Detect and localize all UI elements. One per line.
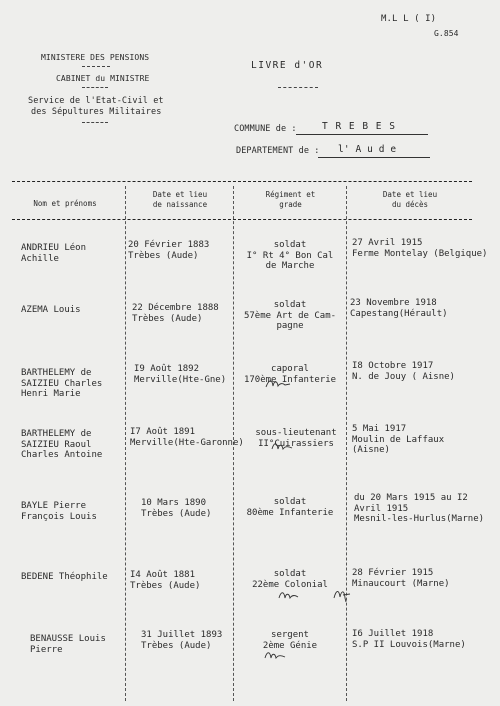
handwritten-initials [263, 648, 289, 662]
row-regiment: soldat I° Rt 4° Bon Cal de Marche [246, 240, 334, 271]
service-line-2: des Sépultures Militaires [31, 107, 162, 117]
row-name: BENAUSSE Louis Pierre [30, 634, 106, 655]
row-name: AZEMA Louis [21, 305, 81, 315]
service-line-1: Service de l'Etat-Civil et [28, 96, 164, 106]
divider [82, 122, 108, 123]
row-regiment: soldat 57ème Art de Cam- pagne [243, 300, 337, 331]
row-regiment: sergent 2ème Génie [262, 630, 318, 651]
row-birth: 22 Décembre 1888 Trèbes (Aude) [132, 303, 219, 324]
handwritten-initials [264, 377, 294, 391]
row-birth: I7 Août 1891 Merville(Hte-Garonne) [130, 427, 244, 448]
row-regiment: caporal 170ème Infanterie [243, 364, 337, 385]
handwritten-initials [277, 588, 301, 602]
row-death: I6 Juillet 1918 S.P II Louvois(Marne) [352, 629, 466, 650]
document-title: LIVRE d'OR [251, 60, 324, 71]
commune-value: T R E B E S [322, 121, 396, 132]
row-regiment: sous-lieutenant II°Cuirassiers [255, 428, 337, 449]
document-reference: M.L L ( I) [381, 14, 437, 24]
table-header-rule [12, 219, 472, 220]
row-name: BARTHELEMY de SAIZIEU Raoul Charles Antoine [21, 429, 103, 460]
handwritten-initials [270, 440, 296, 454]
departement-underline [318, 157, 430, 158]
handwritten-initials [331, 586, 353, 604]
commune-label: COMMUNE de : [234, 124, 297, 134]
row-name: ANDRIEU Léon Achille [21, 243, 87, 264]
row-birth: 31 Juillet 1893 Trèbes (Aude) [141, 630, 223, 651]
ministry-name: MINISTERE DES PENSIONS [41, 53, 150, 62]
row-birth: I4 Août 1881 Trèbes (Aude) [130, 570, 201, 591]
row-death: 5 Mai 1917 Moulin de Laffaux (Aisne) [352, 424, 445, 455]
row-name: BARTHELEMY de SAIZIEU Charles Henri Marie [21, 368, 103, 399]
departement-value: l' A u d e [338, 144, 397, 155]
column-header-birth: Date et lieu de naissance [152, 190, 208, 209]
row-death: 23 Novembre 1918 Capestang(Hérault) [350, 298, 448, 319]
row-birth: 20 Février 1883 Trèbes (Aude) [128, 240, 210, 261]
row-death: 27 Avril 1915 Ferme Montelay (Belgique) [352, 238, 488, 259]
row-name: BEDENE Théophile [21, 572, 108, 582]
divider [82, 66, 110, 67]
commune-underline [296, 134, 428, 135]
row-death: du 20 Mars 1915 au I2 Avril 1915 Mesnil-les-Hurlus(Marne) [354, 493, 485, 524]
column-separator [125, 186, 126, 701]
column-header-death: Date et lieu du décès [382, 190, 438, 209]
row-death: I8 Octobre 1917 N. de Jouy ( Aisne) [352, 361, 455, 382]
row-birth: 10 Mars 1890 Trèbes (Aude) [141, 498, 212, 519]
document-code: G.854 [434, 29, 459, 38]
divider [82, 87, 108, 88]
departement-label: DEPARTEMENT de : [236, 146, 320, 156]
row-birth: I9 Août 1892 Merville(Hte-Gne) [134, 364, 227, 385]
row-name: BAYLE Pierre François Louis [21, 501, 97, 522]
row-regiment: soldat 22ème Colonial [252, 569, 328, 590]
row-regiment: soldat 80ème Infanterie [246, 497, 334, 518]
table-top-rule [12, 181, 472, 182]
column-header-regiment: Régiment et grade [265, 190, 316, 209]
row-death: 28 Février 1915 Minaucourt (Marne) [352, 568, 450, 589]
title-underline [278, 87, 318, 88]
cabinet-name: CABINET du MINISTRE [56, 74, 150, 83]
column-header-name: Nom et prénoms [33, 199, 97, 208]
